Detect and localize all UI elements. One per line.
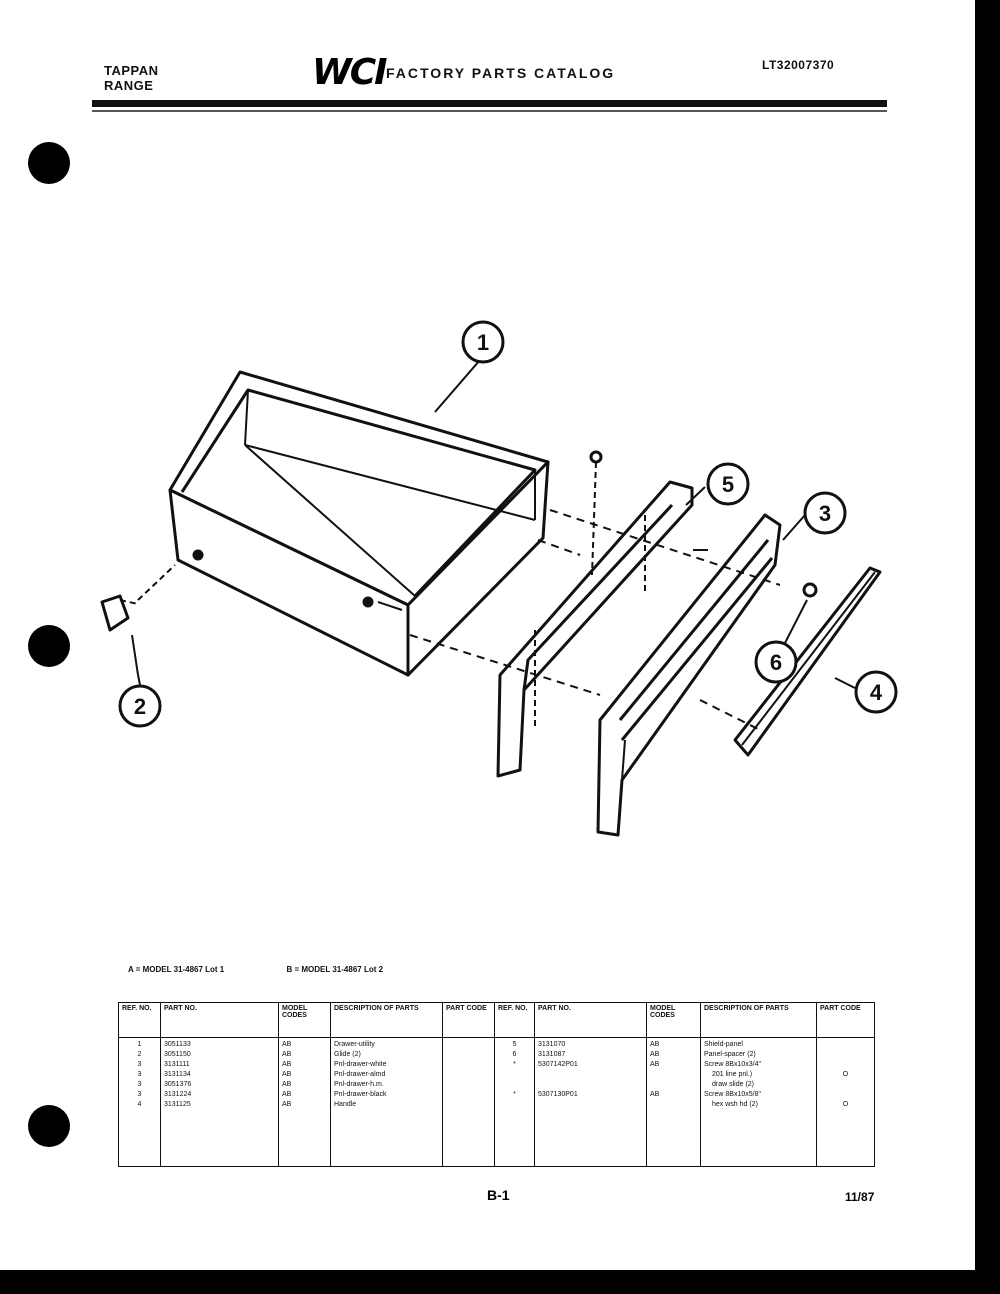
cell: 3051376 bbox=[164, 1081, 192, 1088]
header-part-code: PART CODE bbox=[443, 1003, 495, 1038]
codes-column bbox=[279, 1038, 331, 1167]
callout-2: 2 bbox=[133, 694, 147, 719]
model-legend bbox=[128, 965, 443, 974]
cell: 3131224 bbox=[164, 1091, 192, 1098]
callout-5: 5 bbox=[721, 472, 735, 497]
header-part-no: PART NO. bbox=[535, 1003, 647, 1038]
cell: 3 bbox=[137, 1071, 142, 1078]
cell: AB bbox=[282, 1081, 292, 1088]
cell: Glide (2) bbox=[334, 1051, 361, 1058]
callout-1: 1 bbox=[476, 330, 490, 355]
cell bbox=[650, 1080, 697, 1090]
model-b-label: B = MODEL 31-4867 Lot 2 bbox=[286, 965, 384, 974]
page-date: 11/87 bbox=[845, 1190, 875, 1204]
cell: O bbox=[842, 1071, 849, 1078]
callout-3: 3 bbox=[818, 501, 832, 526]
cell: 3131125 bbox=[164, 1101, 191, 1108]
cell: 2 bbox=[137, 1051, 142, 1058]
callout-4: 4 bbox=[869, 680, 883, 705]
cell: 5307142P01 bbox=[538, 1061, 578, 1068]
cell: AB bbox=[282, 1061, 292, 1068]
header-part-no: PART NO. bbox=[161, 1003, 279, 1038]
cell bbox=[650, 1070, 697, 1080]
cell: hex wsh hd (2) bbox=[712, 1101, 758, 1108]
header-part-code: PART CODE bbox=[817, 1003, 875, 1038]
cell: 4 bbox=[137, 1101, 142, 1108]
cell: AB bbox=[650, 1061, 660, 1068]
cell bbox=[820, 1060, 871, 1070]
table-header-row bbox=[119, 1003, 875, 1038]
cell: 3131111 bbox=[164, 1061, 190, 1068]
header-rule bbox=[92, 100, 887, 107]
page-number: B-1 bbox=[487, 1187, 510, 1203]
cell bbox=[498, 1080, 531, 1090]
cell: 3051150 bbox=[164, 1051, 191, 1058]
cell bbox=[820, 1040, 871, 1050]
cell: draw slide (2) bbox=[712, 1081, 755, 1088]
cell: 3051133 bbox=[164, 1041, 191, 1048]
brand-line: RANGE bbox=[104, 78, 154, 93]
catalog-title: FACTORY PARTS CATALOG bbox=[386, 65, 616, 81]
cell: AB bbox=[650, 1041, 660, 1048]
cell: Pnl-drawer-h.m. bbox=[334, 1081, 384, 1088]
header-ref-no: REF. NO. bbox=[119, 1003, 161, 1038]
header-rule bbox=[92, 110, 887, 112]
cell: 5307130P01 bbox=[538, 1091, 578, 1098]
cell: O bbox=[842, 1101, 849, 1108]
cell bbox=[538, 1080, 643, 1090]
cell: AB bbox=[282, 1101, 292, 1108]
cell: AB bbox=[650, 1051, 660, 1058]
cell bbox=[650, 1100, 697, 1110]
model-a-label: A = MODEL 31-4867 Lot 1 bbox=[128, 965, 225, 974]
brand-label bbox=[104, 63, 159, 93]
cell: 201 line pnl.) bbox=[712, 1071, 753, 1078]
description-column bbox=[331, 1038, 443, 1167]
cell: Screw 8Bx10x5/8" bbox=[704, 1091, 761, 1098]
cell: AB bbox=[282, 1071, 292, 1078]
cell: Screw 8Bx10x3/4" bbox=[704, 1061, 761, 1068]
drawer-part bbox=[170, 372, 548, 675]
cell: AB bbox=[282, 1091, 292, 1098]
ref-column bbox=[495, 1038, 535, 1167]
header-model-codes: MODEL CODES bbox=[279, 1003, 331, 1038]
cell: AB bbox=[650, 1091, 660, 1098]
cell: Pnl-drawer-almd bbox=[334, 1071, 386, 1078]
cell bbox=[820, 1080, 871, 1090]
cell: 3 bbox=[137, 1061, 142, 1068]
table-body-row bbox=[119, 1038, 875, 1167]
header-description: DESCRIPTION OF PARTS bbox=[701, 1003, 817, 1038]
cell: Drawer-utility bbox=[334, 1041, 375, 1048]
part-code-column bbox=[817, 1038, 875, 1167]
cell: 1 bbox=[137, 1041, 142, 1048]
cell: Pnl-drawer-white bbox=[334, 1061, 387, 1068]
cell: 3131134 bbox=[164, 1071, 191, 1078]
cell: Shield-panel bbox=[704, 1041, 743, 1048]
header-ref-no: REF. NO. bbox=[495, 1003, 535, 1038]
brand-line: TAPPAN bbox=[104, 63, 159, 78]
parts-table bbox=[118, 1002, 875, 1167]
cell: 5 bbox=[512, 1041, 517, 1048]
part-code-column bbox=[443, 1038, 495, 1167]
cell bbox=[538, 1100, 643, 1110]
part-column bbox=[535, 1038, 647, 1167]
header-model-codes: MODEL CODES bbox=[647, 1003, 701, 1038]
header-description: DESCRIPTION OF PARTS bbox=[331, 1003, 443, 1038]
callout-6: 6 bbox=[769, 650, 783, 675]
cell: Pnl-drawer-black bbox=[334, 1091, 387, 1098]
cell: AB bbox=[282, 1051, 292, 1058]
binder-hole bbox=[28, 1105, 70, 1147]
cell: Panel-spacer (2) bbox=[704, 1051, 756, 1058]
cell: * bbox=[513, 1061, 516, 1068]
cell bbox=[820, 1050, 871, 1060]
cell bbox=[498, 1100, 531, 1110]
wci-logo: WCI bbox=[312, 52, 386, 93]
ref-column bbox=[119, 1038, 161, 1167]
cell: * bbox=[513, 1091, 516, 1098]
description-column bbox=[701, 1038, 817, 1167]
cell: 3 bbox=[137, 1081, 142, 1088]
cell: 3 bbox=[137, 1091, 142, 1098]
cell: 3131087 bbox=[538, 1051, 566, 1058]
cell: AB bbox=[282, 1041, 292, 1048]
cell: Handle bbox=[334, 1101, 357, 1108]
binder-hole bbox=[28, 625, 70, 667]
cell: 6 bbox=[512, 1051, 517, 1058]
cell bbox=[538, 1070, 643, 1080]
glide-part bbox=[102, 565, 175, 675]
cell: 3131070 bbox=[538, 1041, 566, 1048]
exploded-parts-diagram bbox=[80, 300, 900, 860]
cell bbox=[820, 1090, 871, 1100]
binder-hole bbox=[28, 142, 70, 184]
catalog-number: LT32007370 bbox=[762, 58, 835, 72]
part-column bbox=[161, 1038, 279, 1167]
cell bbox=[498, 1070, 531, 1080]
codes-column bbox=[647, 1038, 701, 1167]
